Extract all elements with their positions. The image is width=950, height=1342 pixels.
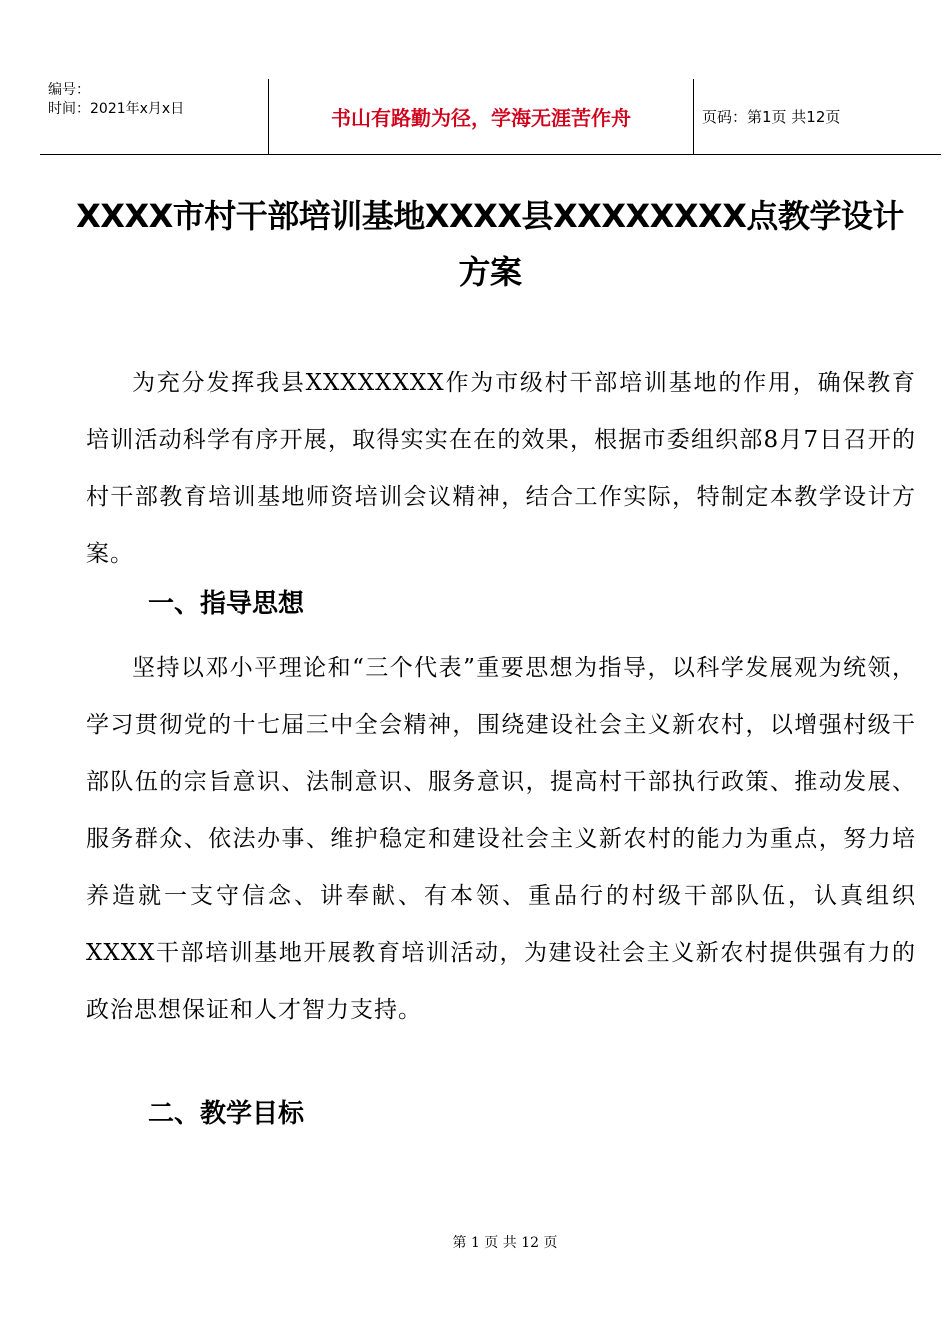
intro-text: 为充分发挥我县XXXXXXXX作为市级村干部培训基地的作用，确保教育培训活动科学有序开展，取得实实在在的效果，根据市委组织部8月7日召开的村干部教育培训基地师资培训会议精神，结合工作实际，特制定本教学设计方案。 — [86, 370, 916, 567]
header-meta — [40, 79, 269, 155]
document-title: XXXX市村干部培训基地XXXX县XXXXXXXX点教学设计方案 — [76, 197, 904, 291]
section1-paragraph — [86, 640, 916, 1039]
section2-heading: 二、教学目标 — [148, 1099, 305, 1129]
header-table — [40, 79, 941, 155]
number-label: 编号： — [48, 82, 90, 98]
page-footer: 第 1 页 共 12 页 — [452, 1235, 558, 1251]
section1-heading: 一、指导思想 — [148, 589, 305, 619]
time-label: 时间：2021年x月x日 — [48, 101, 185, 117]
section1-text: 坚持以邓小平理论和“三个代表”重要思想为指导，以科学发展观为统领，学习贯彻党的十七届三中全会精神，围绕建设社会主义新农村，以增强村级干部队伍的宗旨意识、法制意识、服务意识，提高村干部执行政策、推动发展、服务群众、依法办事、维护稳定和建设社会主义新农村的能力为重点，努力培养造就一支守信念、讲奉献、有本领、重品行的村级干部队伍，认真组织XXXX干部培训基地开展教育培训活动，为建设社会主义新农村提供强有力的政治思想保证和人才智力支持。 — [86, 655, 916, 1023]
intro-paragraph — [86, 355, 916, 583]
header-motto: 书山有路勤为径，学海无涯苦作舟 — [269, 79, 694, 155]
header-page-info: 页码：第1页 共12页 — [694, 79, 942, 155]
